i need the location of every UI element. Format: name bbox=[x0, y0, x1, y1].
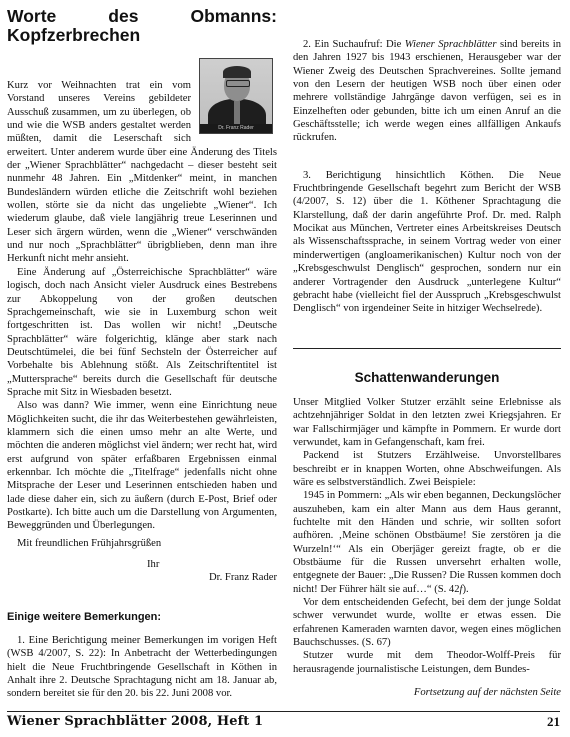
page-footer bbox=[7, 711, 560, 730]
portrait-image bbox=[199, 58, 273, 134]
page-ref-f: f bbox=[459, 583, 463, 595]
review-paragraph-1: Unser Mitglied Volker Stutzer erzählt seine Erlebnisse als achtzehnjähriger Soldat in den letzten zwei Kriegsjahren. Er war Fallschirmjäger und kämpfte in Pommern. Er wurde dort verwundet, kam in Gefangenschaft, kam frei. bbox=[293, 396, 561, 448]
article-paragraph-3: Also was dann? Wie immer, wenn eine Einrichtung neue Möglichkeiten sucht, die ihr das Weiterbestehen gewährleisten, klammern sich die einen umso mehr an alte Werte, und möchten die anderen möglichst viel ändern; wer recht hat, wird erst aufgrund von später erfaßbaren Ergebnissen einmal erkennbar. Ich möchte die „Titelfrage“ jedenfalls nicht ohne Mitsprache der Leser und Leserinnen entschieden haben und lade diese daher ein, sich zu äußern (durch E-Post, Brief oder Postkarte). Ich bitte auch um die Darstellung von Argumenten, Beweggründen und Überlegungen. bbox=[7, 400, 277, 532]
remark-3: 3. Berichtigung hinsichtlich Köthen. Die Neue Fruchtbringende Gesellschaft begehrt zum Bericht der WSB (4/2007, S. 12) über die 1. Köthener Sprachtagung die Klarstellung, daß der darin angeführte Prof. Dr. med. Ralph Mocikat aus München, Vertreter eines Arbeitskreises Deutsch als Wissenschaftssprache, in seinem Vortrag weder von einer minderwertigen (angloamerikanischen) Kultur noch von der „Krebsgeschwulst Denglisch“ gesprochen, sondern nur ein anderer Vortragender den Ausdruck „unterlegene Kultur“ gebracht habe (vielleicht fiel der Ausspruch „Krebsgeschwulst Denglisch“ von irgendeiner Seite in hitziger Wechselrede). bbox=[293, 169, 561, 315]
photo-caption: Dr. Franz Rader bbox=[200, 124, 272, 133]
review-paragraph-4: Vor dem entscheidenden Gefecht, bei dem der junge Soldat schwer verwundet wurde, wollte er etwas essen. Die erfahrenen Kameraden warnten davor, wegen eines möglichen Bauchschusses. (S. 67) bbox=[293, 597, 561, 649]
signature-ihr: Ihr bbox=[147, 559, 160, 571]
page-number: 21 bbox=[547, 714, 560, 729]
left-column bbox=[7, 0, 277, 701]
author-photo bbox=[199, 58, 277, 138]
remark-2-rest: sind bereits in den Jahren 1927 bis 1943 erschienen, Herausgeber war der Wiener Zweig des Deutschen Sprachvereines. Sollte jemand von den Lesern der heutigen WSB noch über einen oder mehrere vollständige Jahrgänge davon verfügen, sei es in Einzelheften oder gebunden, bitte ich um einen Anruf an die Geschäftsstelle; ich werde wegen eines allfälligen Ankaufs rückrufen. bbox=[293, 39, 561, 144]
review-paragraph-2: Packend ist Stutzers Erzählweise. Unvorstellbares beschreibt er in knappen Worten, ohne Abschweifungen. Als wäre es selbstverständlich. Zwei Beispiele: bbox=[293, 450, 561, 488]
section-divider bbox=[293, 348, 561, 349]
section-title: Schattenwanderungen bbox=[354, 369, 500, 385]
review-quote: 1945 in Pommern: „Als wir eben begannen, Deckungslöcher auszuheben, kam ein alter Mann aus dem Haus gerannt, fuchtelte mit den Händen und schrie, wir sollten sofort aufhören. ‚Meine schönen Obstbäume! Sie zerstören ja die Wurzeln!‘“ Als ein Oberjäger gereizt fragte, ob er die Obstbäume für die Russen unversehrt erhalten wolle, entgegnete der Bauer: „Die Russen? Die Russen kommen doch nicht! Der Führer hält sie auf…“ (S. 42 bbox=[293, 490, 561, 595]
continued-note: Fortsetzung auf der nächsten Seite bbox=[413, 687, 561, 699]
review-paragraph-5: Stutzer wurde mit dem Theodor-Wolff-Preis für herausragende journalistische Leistungen, dem Bundes- bbox=[293, 650, 561, 675]
remark-2-title: Wiener Sprachblätter bbox=[404, 39, 497, 50]
remark-2-start: 2. Ein Suchaufruf: Die bbox=[303, 39, 405, 50]
closing-greeting: Mit freundlichen Frühjahrsgrüßen bbox=[17, 537, 162, 549]
article-paragraph-2: Eine Änderung auf „Österreichische Sprachblätter“ wäre logisch, doch nach Ansicht vieler Ausdruck eines Bestrebens zur Abkoppelung von der großen deutschen Sprachgemeinschaft, wie sie in Luxemburg schon weit fortgeschritten ist. Das wollen wir nicht! „Deutsche Sprachblätter“ wäre folgerichtig, klänge aber stark nach Deutschtümelei, die bei fünf Sechsteln der Österreicher auf Vorbehalte bis Ablehnung stößt. Als Zeitschriftentitel ist „Muttersprache“ bereits durch die Gesellschaft für deutsche Sprache mit Sitz in Wiesbaden besetzt. bbox=[7, 266, 277, 398]
review-paragraph-3 bbox=[293, 489, 561, 596]
article-headline: Worte des Obmanns: Kopfzerbrechen bbox=[7, 6, 277, 45]
remark-2 bbox=[293, 38, 561, 145]
masthead: Wiener Sprachblätter 2008, Heft 1 bbox=[7, 714, 264, 729]
right-column bbox=[293, 0, 561, 699]
signature-name: Dr. Franz Rader bbox=[209, 572, 277, 584]
remark-1: 1. Eine Berichtigung meiner Bemerkungen im vorigen Heft (WSB 4/2007, S. 22): In Anbetracht der Wetterbedingungen hielt die Neue Fruchtbringende Gesellschaft in Köthen in Anhalt ihre 2. Deutsche Sprachtagung nicht am 18. Januar ab, sondern bereitet sie für den 20. bis 22. Juni 2008 vor. bbox=[7, 635, 277, 700]
remarks-heading: Einige weitere Bemerkungen: bbox=[7, 610, 162, 623]
article-paragraph-1: Kurz vor Weihnachten trat ein vom Vorstand unseres Vereins gebildeter Ausschuß zusammen, um zu überlegen, ob und wie die WSB anders gestaltet werden müßten, damit die Leserschaft sich erweitert. Unter anderem wurde über eine Änderung des Titels der „Wiener Sprachblätter“ nachgedacht – dieser besteht seit nunmehr 48 Jahren. Ein „Mitdenker“ meint, in manchen Bundesländern würden etliche die Zeitschrift wohl beziehen wollen, störte sie da nicht das ungeliebte „Wiener“. Ich wiederum glaube, daß viele langjährig treue Leserinnen und Leser sich ärgern würden, wenn die „Wiener“ verschwänden und nur noch „Sprachblätter“ übrigblieben, denn man ihre Herkunft nicht mehr ansieht. bbox=[7, 80, 277, 265]
review-quote-end: ). bbox=[462, 583, 469, 595]
